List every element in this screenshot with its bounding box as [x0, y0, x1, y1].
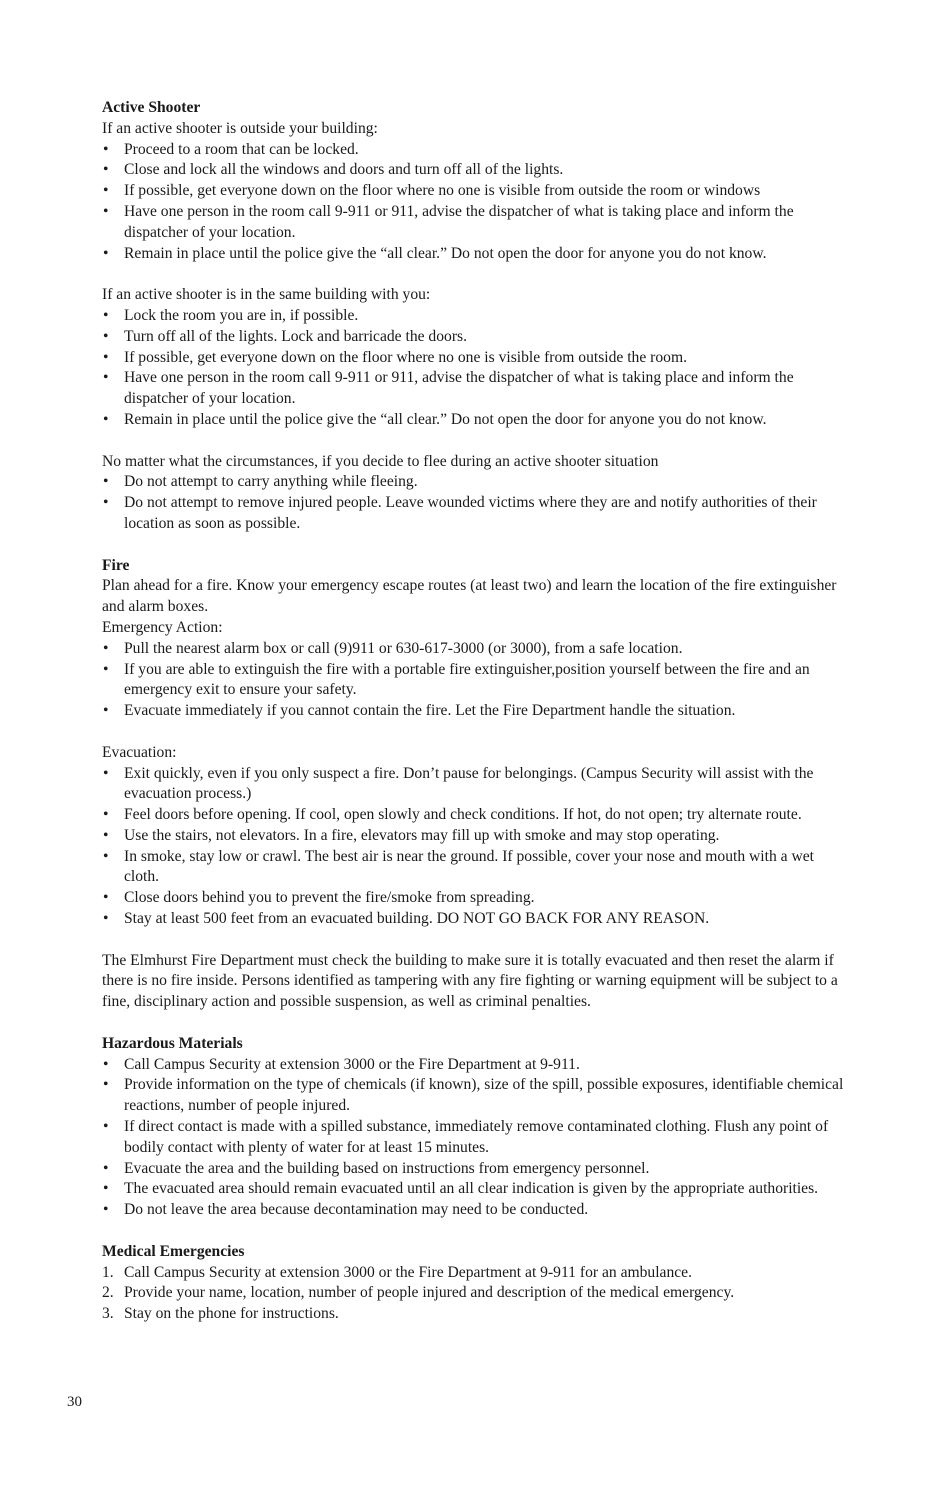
list-number: 3. — [102, 1305, 114, 1323]
list-item: • Do not leave the area because decontamination may need to be conducted. — [102, 1200, 852, 1221]
list-item: • Use the stairs, not elevators. In a fire, elevators may fill up with smoke and may stop operating. — [102, 826, 852, 847]
list-item-text: Stay on the phone for instructions. — [124, 1305, 339, 1323]
list-item: • Have one person in the room call 9-911 or 911, advise the dispatcher of what is taking place and inform the dispatcher of your location. — [102, 368, 852, 410]
list-item: • Evacuate immediately if you cannot contain the fire. Let the Fire Department handle the situation. — [102, 701, 852, 722]
spacer — [102, 264, 852, 285]
list-item: • Pull the nearest alarm box or call (9)911 or 630-617-3000 (or 3000), from a safe location. — [102, 639, 852, 660]
active-shooter-outside-list — [102, 140, 852, 265]
fire-action-label: Emergency Action: — [102, 618, 223, 636]
section-heading-medical-emergencies: Medical Emergencies — [102, 1242, 245, 1260]
list-item: • Provide information on the type of chemicals (if known), size of the spill, possible exposures, identifiable chemical reactions, number of people injured. — [102, 1075, 852, 1117]
spacer — [102, 1013, 852, 1034]
list-item: • Call Campus Security at extension 3000 or the Fire Department at 9-911. — [102, 1055, 852, 1076]
spacer — [102, 930, 852, 951]
page-content — [102, 98, 852, 1325]
list-item: • Remain in place until the police give the “all clear.” Do not open the door for anyone you do not know. — [102, 410, 852, 431]
spacer — [102, 535, 852, 556]
list-item: • If possible, get everyone down on the floor where no one is visible from outside the room. — [102, 348, 852, 369]
spacer — [102, 431, 852, 452]
active-shooter-outside-intro: If an active shooter is outside your building: — [102, 119, 378, 137]
fire-evacuation-label: Evacuation: — [102, 743, 177, 761]
section-heading-hazardous-materials: Hazardous Materials — [102, 1034, 243, 1052]
list-item — [102, 1263, 852, 1284]
list-item-text: Call Campus Security at extension 3000 or the Fire Department at 9-911 for an ambulance. — [124, 1263, 693, 1281]
active-shooter-inside-intro: If an active shooter is in the same building with you: — [102, 286, 431, 304]
list-item: • Turn off all of the lights. Lock and barricade the doors. — [102, 327, 852, 348]
fire-intro: Plan ahead for a fire. Know your emergency escape routes (at least two) and learn the location of the fire extinguisher and alarm boxes. — [102, 577, 837, 616]
list-number: 2. — [102, 1284, 114, 1302]
list-item: • Exit quickly, even if you only suspect a fire. Don’t pause for belongings. (Campus Security will assist with the evacuation process.) — [102, 764, 852, 806]
list-item-text: Provide your name, location, number of people injured and description of the medical emergency. — [124, 1284, 735, 1302]
list-item: • Stay at least 500 feet from an evacuated building. DO NOT GO BACK FOR ANY REASON. — [102, 909, 852, 930]
list-item: • If direct contact is made with a spilled substance, immediately remove contaminated clothing. Flush any point of bodily contact with plenty of water for at least 15 minutes. — [102, 1117, 852, 1159]
hazmat-list — [102, 1055, 852, 1221]
section-heading-fire: Fire — [102, 556, 130, 574]
list-item: • Do not attempt to remove injured people. Leave wounded victims where they are and notify authorities of their location as soon as possible. — [102, 493, 852, 535]
list-number: 1. — [102, 1263, 114, 1281]
section-heading-active-shooter: Active Shooter — [102, 99, 201, 116]
fire-evacuation-list — [102, 764, 852, 930]
list-item: • Lock the room you are in, if possible. — [102, 306, 852, 327]
active-shooter-flee-intro: No matter what the circumstances, if you decide to flee during an active shooter situation — [102, 452, 659, 470]
list-item: • In smoke, stay low or crawl. The best air is near the ground. If possible, cover your nose and mouth with a wet cloth. — [102, 847, 852, 889]
list-item: • Close and lock all the windows and doors and turn off all of the lights. — [102, 160, 852, 181]
list-item: • Close doors behind you to prevent the fire/smoke from spreading. — [102, 888, 852, 909]
list-item — [102, 1304, 852, 1325]
spacer — [102, 722, 852, 743]
active-shooter-inside-list — [102, 306, 852, 431]
active-shooter-flee-list — [102, 472, 852, 534]
list-item: • Do not attempt to carry anything while fleeing. — [102, 472, 852, 493]
list-item: • If you are able to extinguish the fire with a portable fire extinguisher,position yourself between the fire and an emergency exit to ensure your safety. — [102, 660, 852, 702]
list-item: • If possible, get everyone down on the floor where no one is visible from outside the room or windows — [102, 181, 852, 202]
fire-action-list — [102, 639, 852, 722]
list-item: • Proceed to a room that can be locked. — [102, 140, 852, 161]
list-item: • Remain in place until the police give the “all clear.” Do not open the door for anyone you do not know. — [102, 244, 852, 265]
list-item: • The evacuated area should remain evacuated until an all clear indication is given by the appropriate authorities. — [102, 1179, 852, 1200]
medical-list — [102, 1263, 852, 1325]
fire-closing-paragraph: The Elmhurst Fire Department must check the building to make sure it is totally evacuated and then reset the alarm if there is no fire inside. Persons identified as tampering with any fire fighting or warning equipment will be subject to a fine, disciplinary action and possible suspension, as well as criminal penalties. — [102, 951, 838, 1011]
list-item: • Feel doors before opening. If cool, open slowly and check conditions. If hot, do not open; try alternate route. — [102, 805, 852, 826]
list-item — [102, 1283, 852, 1304]
list-item: • Have one person in the room call 9-911 or 911, advise the dispatcher of what is taking place and inform the dispatcher of your location. — [102, 202, 852, 244]
page-number: 30 — [67, 1394, 82, 1410]
spacer — [102, 1221, 852, 1242]
list-item: • Evacuate the area and the building based on instructions from emergency personnel. — [102, 1159, 852, 1180]
